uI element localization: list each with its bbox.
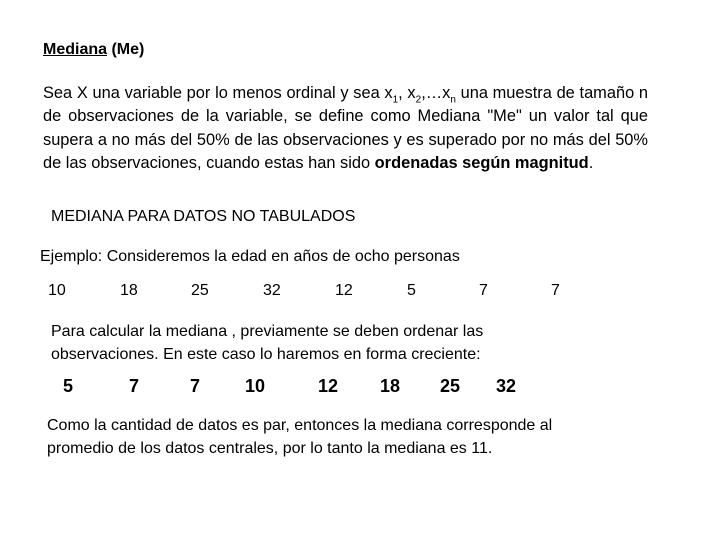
- sorted-values-row: [0, 376, 720, 400]
- sorted-value: 7: [190, 376, 201, 396]
- intro-text-3: ,…x: [421, 84, 451, 102]
- raw-value: 12: [335, 282, 353, 299]
- sorted-value: 10: [245, 376, 266, 396]
- raw-value: 10: [48, 282, 66, 299]
- raw-value: 32: [263, 282, 281, 299]
- example-text: Ejemplo: Consideremos la edad en años de ocho personas: [40, 248, 460, 265]
- intro-bold: ordenadas según magnitud: [374, 154, 589, 173]
- intro-sub-1: 1: [392, 94, 399, 106]
- intro-text-2: , x: [398, 84, 416, 102]
- intro-text-1: Sea X una variable por lo menos ordinal y sea x: [43, 84, 393, 102]
- raw-value: 25: [191, 282, 209, 299]
- definition-paragraph: [43, 82, 648, 176]
- raw-value: 5: [407, 282, 416, 299]
- raw-values-row: [0, 282, 720, 304]
- raw-value: 18: [120, 282, 138, 299]
- section-title: [43, 41, 144, 59]
- sorted-value: 5: [63, 376, 74, 396]
- intro-sub-n: n: [450, 94, 456, 106]
- subheading: MEDIANA PARA DATOS NO TABULADOS: [51, 208, 356, 225]
- sorted-value: 32: [496, 376, 517, 396]
- ordering-paragraph: Para calcular la mediana , previamente se deben ordenar las observaciones. En este caso lo haremos en forma creciente:: [51, 323, 484, 363]
- title-underlined: Mediana: [43, 41, 108, 58]
- title-rest: (Me): [107, 41, 145, 58]
- raw-value: 7: [479, 282, 488, 299]
- intro-sub-2: 2: [415, 94, 422, 106]
- intro-end: .: [588, 154, 594, 173]
- sorted-value: 18: [380, 376, 401, 396]
- sorted-value: 7: [129, 376, 140, 396]
- sorted-value: 25: [440, 376, 461, 396]
- raw-value: 7: [551, 282, 560, 299]
- conclusion-paragraph: Como la cantidad de datos es par, entonces la mediana corresponde al promedio de los datos centrales, por lo tanto la mediana es 11.: [47, 417, 553, 457]
- sorted-value: 12: [318, 376, 339, 396]
- intro-text-4: una muestra de tamaño n de observaciones de la variable, se define como Mediana "Me" un valor tal que supera a no más del 50% de las observaciones y es superado por no más del 50% de las observaciones, cuando estas han sido: [43, 84, 649, 173]
